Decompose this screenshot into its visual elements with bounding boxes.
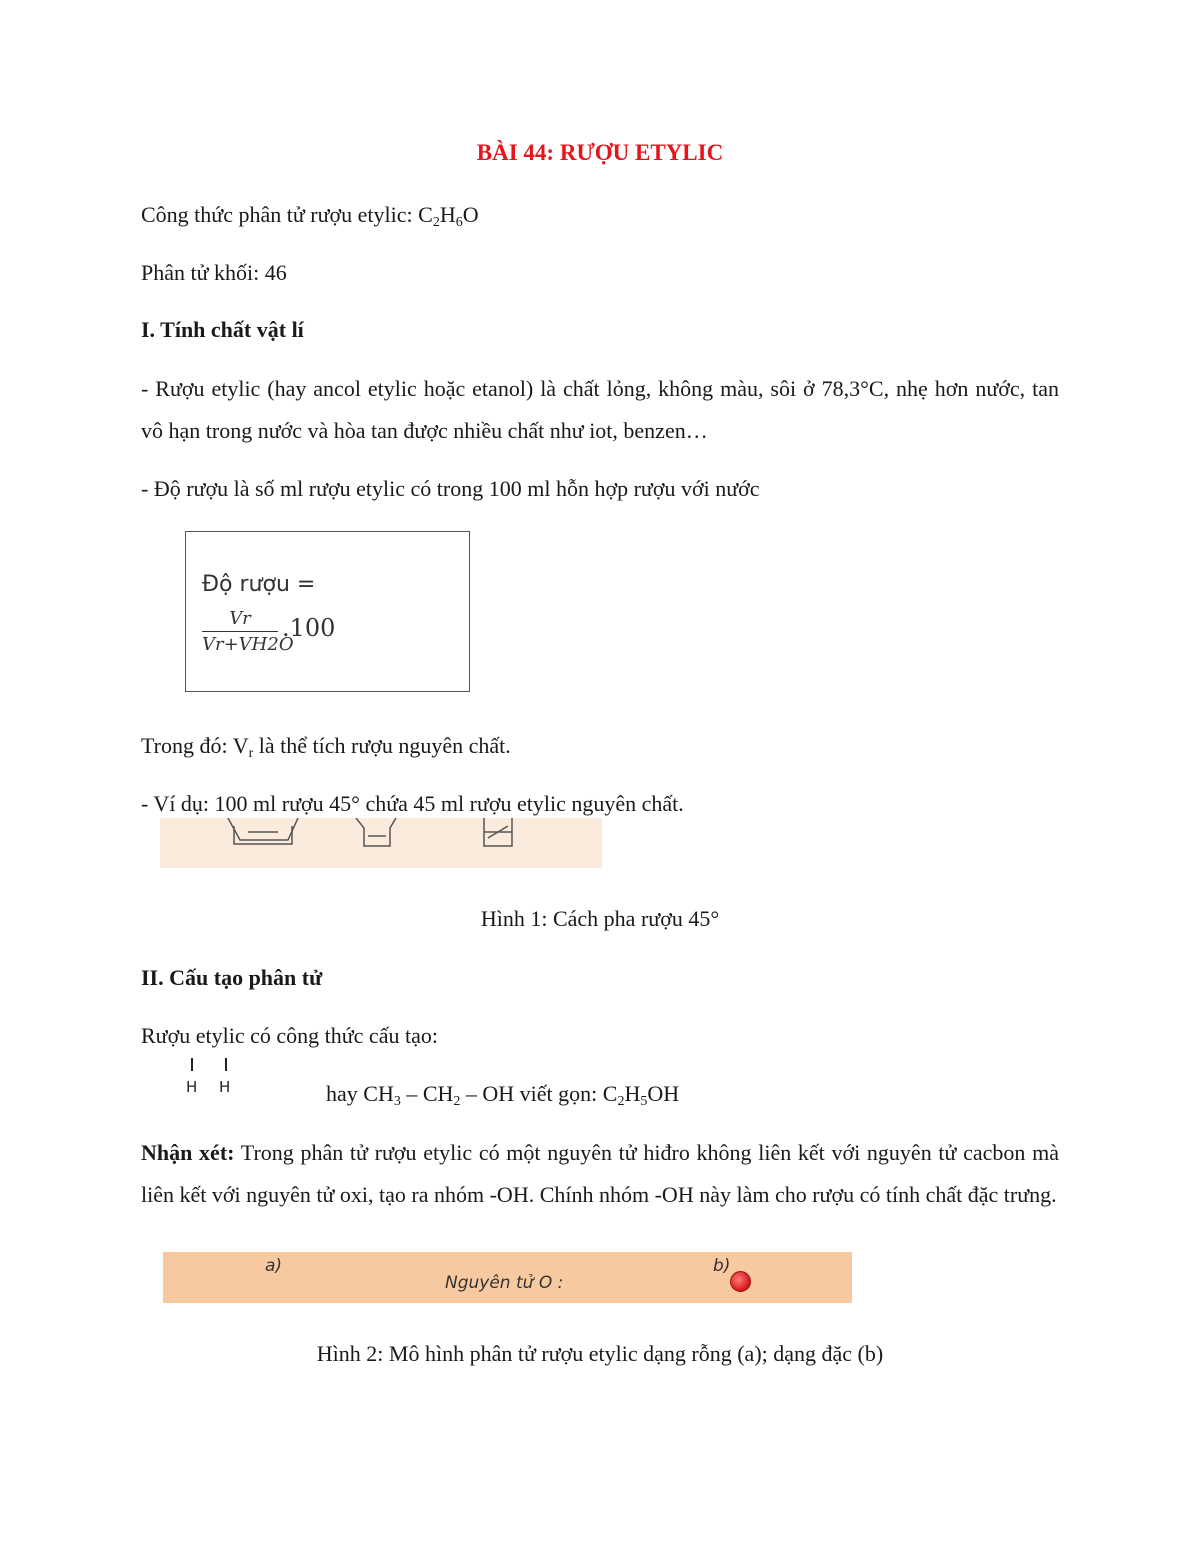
formula-numerator: Vr [202, 608, 278, 632]
figure1-caption: Hình 1: Cách pha rượu 45° [480, 906, 720, 931]
section-heading-physical-properties: I. Tính chất vật lí [141, 317, 304, 342]
molar-mass-line: Phân tử khối: 46 [141, 260, 287, 285]
figure1-image [160, 818, 602, 868]
section-heading-molecular-structure: II. Cấu tạo phân tử [141, 965, 323, 990]
figure2-image [163, 1252, 852, 1303]
page-title: BÀI 44: RƯỢU ETYLIC [476, 140, 724, 165]
hydrogen-atom-label: H [219, 1078, 231, 1096]
oxygen-atom-legend: Nguyên tử O : [445, 1273, 564, 1293]
molecular-formula-line: Công thức phân tử rượu etylic: $C_2H_6O$ [141, 202, 479, 230]
bond-line [191, 1058, 193, 1071]
oxygen-atom-icon [730, 1271, 751, 1292]
formula-fraction [202, 608, 294, 655]
figure2-label-b: b) [713, 1256, 731, 1276]
remark-text: Trong phân tử rượu etylic có một nguyên tử hiđro không liên kết với nguyên tử cacbon mà liên kết với nguyên tử oxi, tạo ra nhóm -OH. Chính nhóm -OH này làm cho rượu có tính chất đặc trưng. [141, 1140, 1059, 1207]
remark-paragraph [141, 1132, 1059, 1216]
where-note: Trong đó: $V_r$ là thể tích rượu nguyên chất. [141, 733, 511, 761]
remark-label: Nhận xét: [141, 1140, 235, 1165]
formula-denominator: Vr+VH2O [202, 634, 294, 655]
figure2-label-a: a) [265, 1256, 283, 1276]
molecular-formula-label: Công thức phân tử rượu etylic: C [141, 202, 433, 227]
figure2-caption: Hình 2: Mô hình phân tử rượu etylic dạng rỗng (a); dạng đặc (b) [316, 1341, 884, 1366]
alcohol-degree-definition: - Độ rượu là số ml rượu etylic có trong 100 ml hỗn hợp rượu với nước [141, 476, 760, 501]
example-line: - Ví dụ: 100 ml rượu 45° chứa 45 ml rượu etylic nguyên chất. [141, 791, 684, 816]
formula-lhs: Độ rượu = [202, 572, 316, 597]
structure-formula-line: hay $CH_3 - CH_2$ – OH viết gọn: $C_2H_5OH$ [326, 1081, 680, 1109]
physical-properties-paragraph: - Rượu etylic (hay ancol etylic hoặc etanol) là chất lỏng, không màu, sôi ở 78,3°C, nhẹ hơn nước, tan vô hạn trong nước và hòa tan được nhiều chất như iot, benzen… [141, 376, 1059, 443]
bond-line [225, 1058, 227, 1071]
hydrogen-atom-label: H [186, 1078, 198, 1096]
formula-multiplier: .100 [282, 614, 336, 642]
beaker-illustration [160, 818, 602, 868]
structural-formula-fragment [180, 1056, 240, 1102]
structure-intro: Rượu etylic có công thức cấu tạo: [141, 1023, 438, 1048]
alcohol-degree-formula-box [185, 531, 470, 692]
